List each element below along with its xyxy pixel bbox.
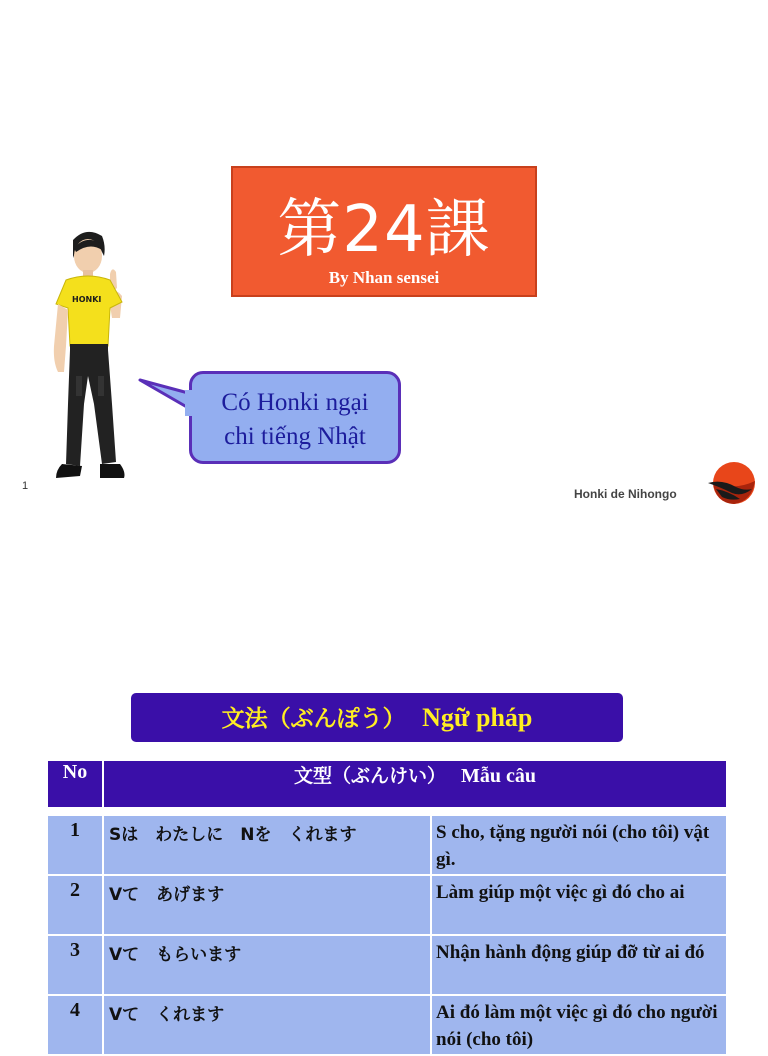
row-number: 2 bbox=[47, 875, 103, 935]
row-pattern: Vて あげます bbox=[103, 875, 431, 935]
header-no: No bbox=[47, 760, 103, 808]
speech-bubble-line-2: chi tiếng Nhật bbox=[224, 423, 366, 450]
lesson-author: By Nhan sensei bbox=[328, 268, 440, 287]
shirt-text: HONKI bbox=[72, 295, 102, 304]
lesson-title: 第24課 bbox=[277, 193, 491, 267]
table-row bbox=[47, 815, 727, 875]
grammar-title-jp: 文法（ぶんぽう） bbox=[221, 706, 406, 732]
character-illustration bbox=[40, 226, 130, 506]
row-meaning: Nhận hành động giúp đỡ từ ai đó bbox=[431, 935, 727, 995]
row-meaning: S cho, tặng người nói (cho tôi) vật gì. bbox=[431, 815, 727, 875]
header-pattern bbox=[103, 760, 727, 808]
row-pattern: Vて もらいます bbox=[103, 935, 431, 995]
grammar-title-banner bbox=[131, 693, 623, 742]
row-pattern: Sは わたしに Nを くれます bbox=[103, 815, 431, 875]
row-number: 3 bbox=[47, 935, 103, 995]
row-meaning: Ai đó làm một việc gì đó cho người nói (cho tôi) bbox=[431, 995, 727, 1055]
title-slide bbox=[0, 0, 768, 512]
header-pattern-vi: Mẫu câu bbox=[461, 765, 537, 787]
lesson-title-box bbox=[231, 166, 537, 297]
row-number: 1 bbox=[47, 815, 103, 875]
table-row bbox=[47, 875, 727, 935]
bubble-tail-cover bbox=[185, 390, 197, 416]
speech-bubble bbox=[189, 371, 401, 464]
grammar-table bbox=[46, 759, 728, 1056]
brand-logo-icon bbox=[706, 461, 756, 507]
table-row bbox=[47, 935, 727, 995]
table-header-row bbox=[47, 760, 727, 808]
page-number: 1 bbox=[22, 480, 29, 492]
row-number: 4 bbox=[47, 995, 103, 1055]
speech-bubble-line-1: Có Honki ngại bbox=[221, 389, 369, 416]
grammar-title-vi: Ngữ pháp bbox=[422, 703, 533, 732]
row-pattern: Vて くれます bbox=[103, 995, 431, 1055]
grammar-slide bbox=[0, 512, 768, 1050]
header-pattern-jp: 文型（ぶんけい） bbox=[294, 765, 447, 787]
table-row bbox=[47, 995, 727, 1055]
brand-name: Honki de Nihongo bbox=[574, 487, 677, 501]
row-meaning: Làm giúp một việc gì đó cho ai bbox=[431, 875, 727, 935]
